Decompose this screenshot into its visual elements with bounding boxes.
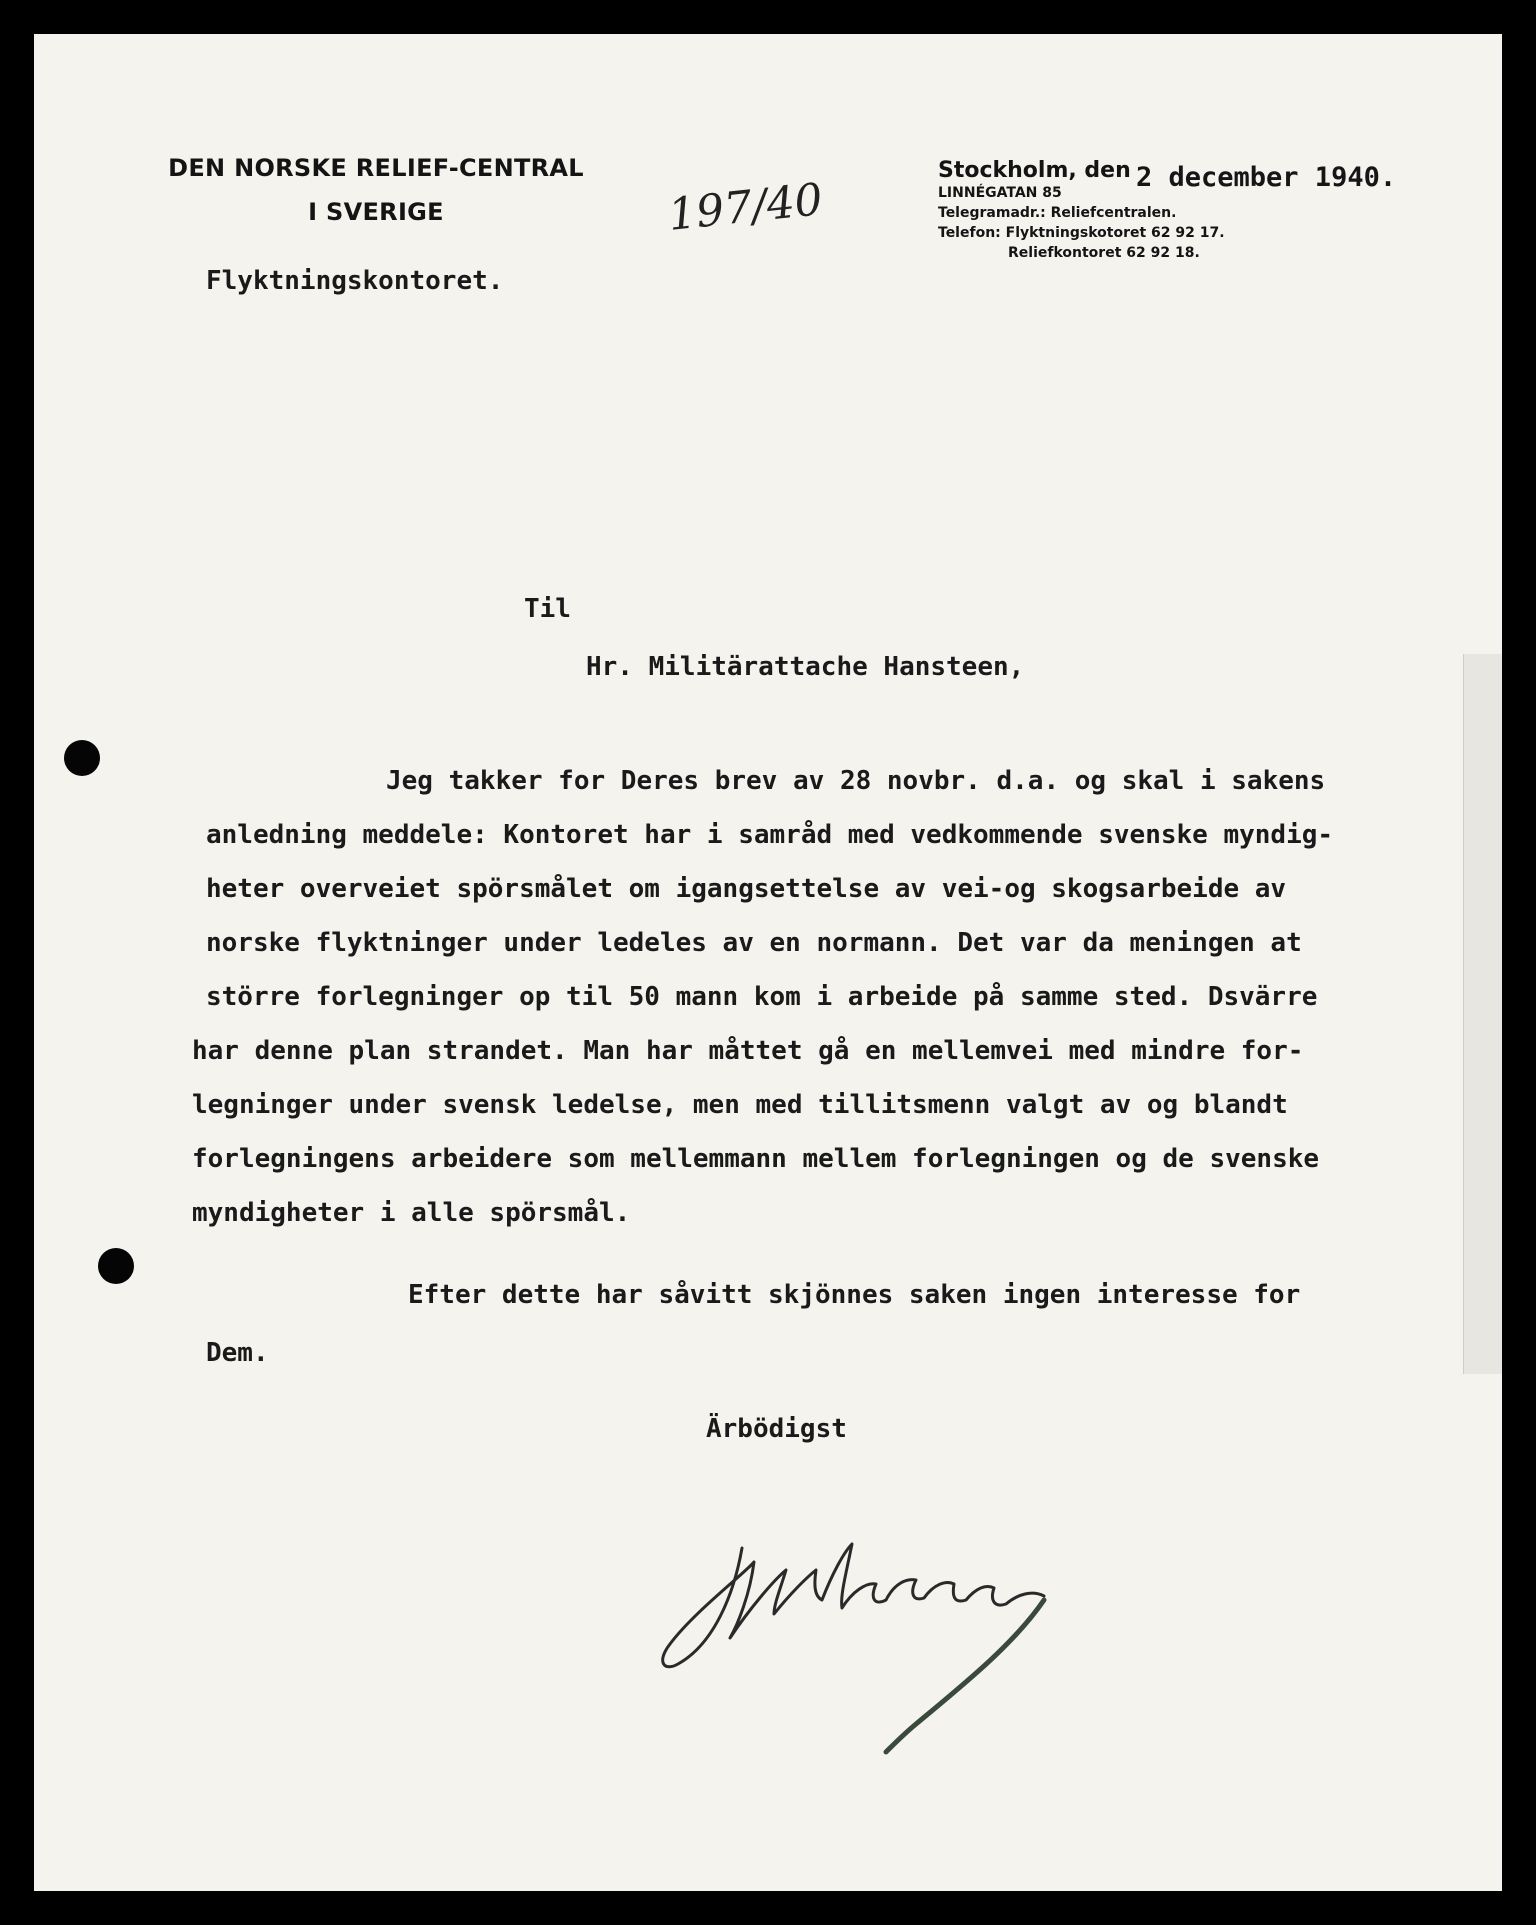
punch-hole-top (64, 740, 100, 776)
closing-paragraph-line2: Dem. (206, 1338, 269, 1368)
org-name-line2: I SVERIGE (308, 198, 444, 226)
recipient-to: Til (524, 594, 571, 624)
body-line: heter overveiet spörsmålet om igangsettelse av vei-og skogsarbeide av (206, 874, 1287, 904)
body-line: norske flyktninger under ledeles av en normann. Det var da meningen at (206, 928, 1302, 958)
department-name: Flyktningskontoret. (206, 266, 504, 296)
letterhead (146, 146, 606, 234)
body-line: Jeg takker for Deres brev av 28 novbr. d.a. og skal i sakens (386, 766, 1326, 796)
body-line: anledning meddele: Kontoret har i samråd med vedkommende svenske myndig- (206, 820, 1334, 850)
recipient-name: Hr. Militärattache Hansteen, (586, 652, 1025, 682)
phone-line-1: Telefon: Flyktningskotoret 62 92 17. (938, 225, 1225, 241)
city-label: Stockholm, den (938, 158, 1131, 183)
page-notch (1463, 654, 1502, 1374)
salutation: Ärbödigst (706, 1414, 847, 1444)
handwritten-reference: 197/40 (665, 174, 826, 241)
org-name-line1: DEN NORSKE RELIEF-CENTRAL (168, 154, 584, 182)
letter-date: 2 december 1940. (1136, 162, 1397, 193)
punch-hole-bottom (98, 1248, 134, 1284)
body-line: myndigheter i alle spörsmål. (192, 1198, 631, 1228)
body-line: har denne plan strandet. Man har måttet gå en mellemvei med mindre for- (192, 1036, 1304, 1066)
letter-page (34, 34, 1502, 1891)
body-line: större forlegninger op til 50 mann kom i arbeide på samme sted. Dsvärre (206, 982, 1318, 1012)
closing-paragraph-line1: Efter dette har såvitt skjönnes saken ingen interesse for (408, 1280, 1301, 1310)
phone-line-2: Reliefkontoret 62 92 18. (1008, 245, 1200, 261)
street-address: LINNÉGATAN 85 (938, 185, 1062, 201)
body-line: forlegningens arbeidere som mellemmann mellem forlegningen og de svenske (192, 1144, 1320, 1174)
signature (654, 1504, 1114, 1764)
telegram-address: Telegramadr.: Reliefcentralen. (938, 205, 1177, 221)
body-line: legninger under svensk ledelse, men med tillitsmenn valgt av og blandt (192, 1090, 1288, 1120)
